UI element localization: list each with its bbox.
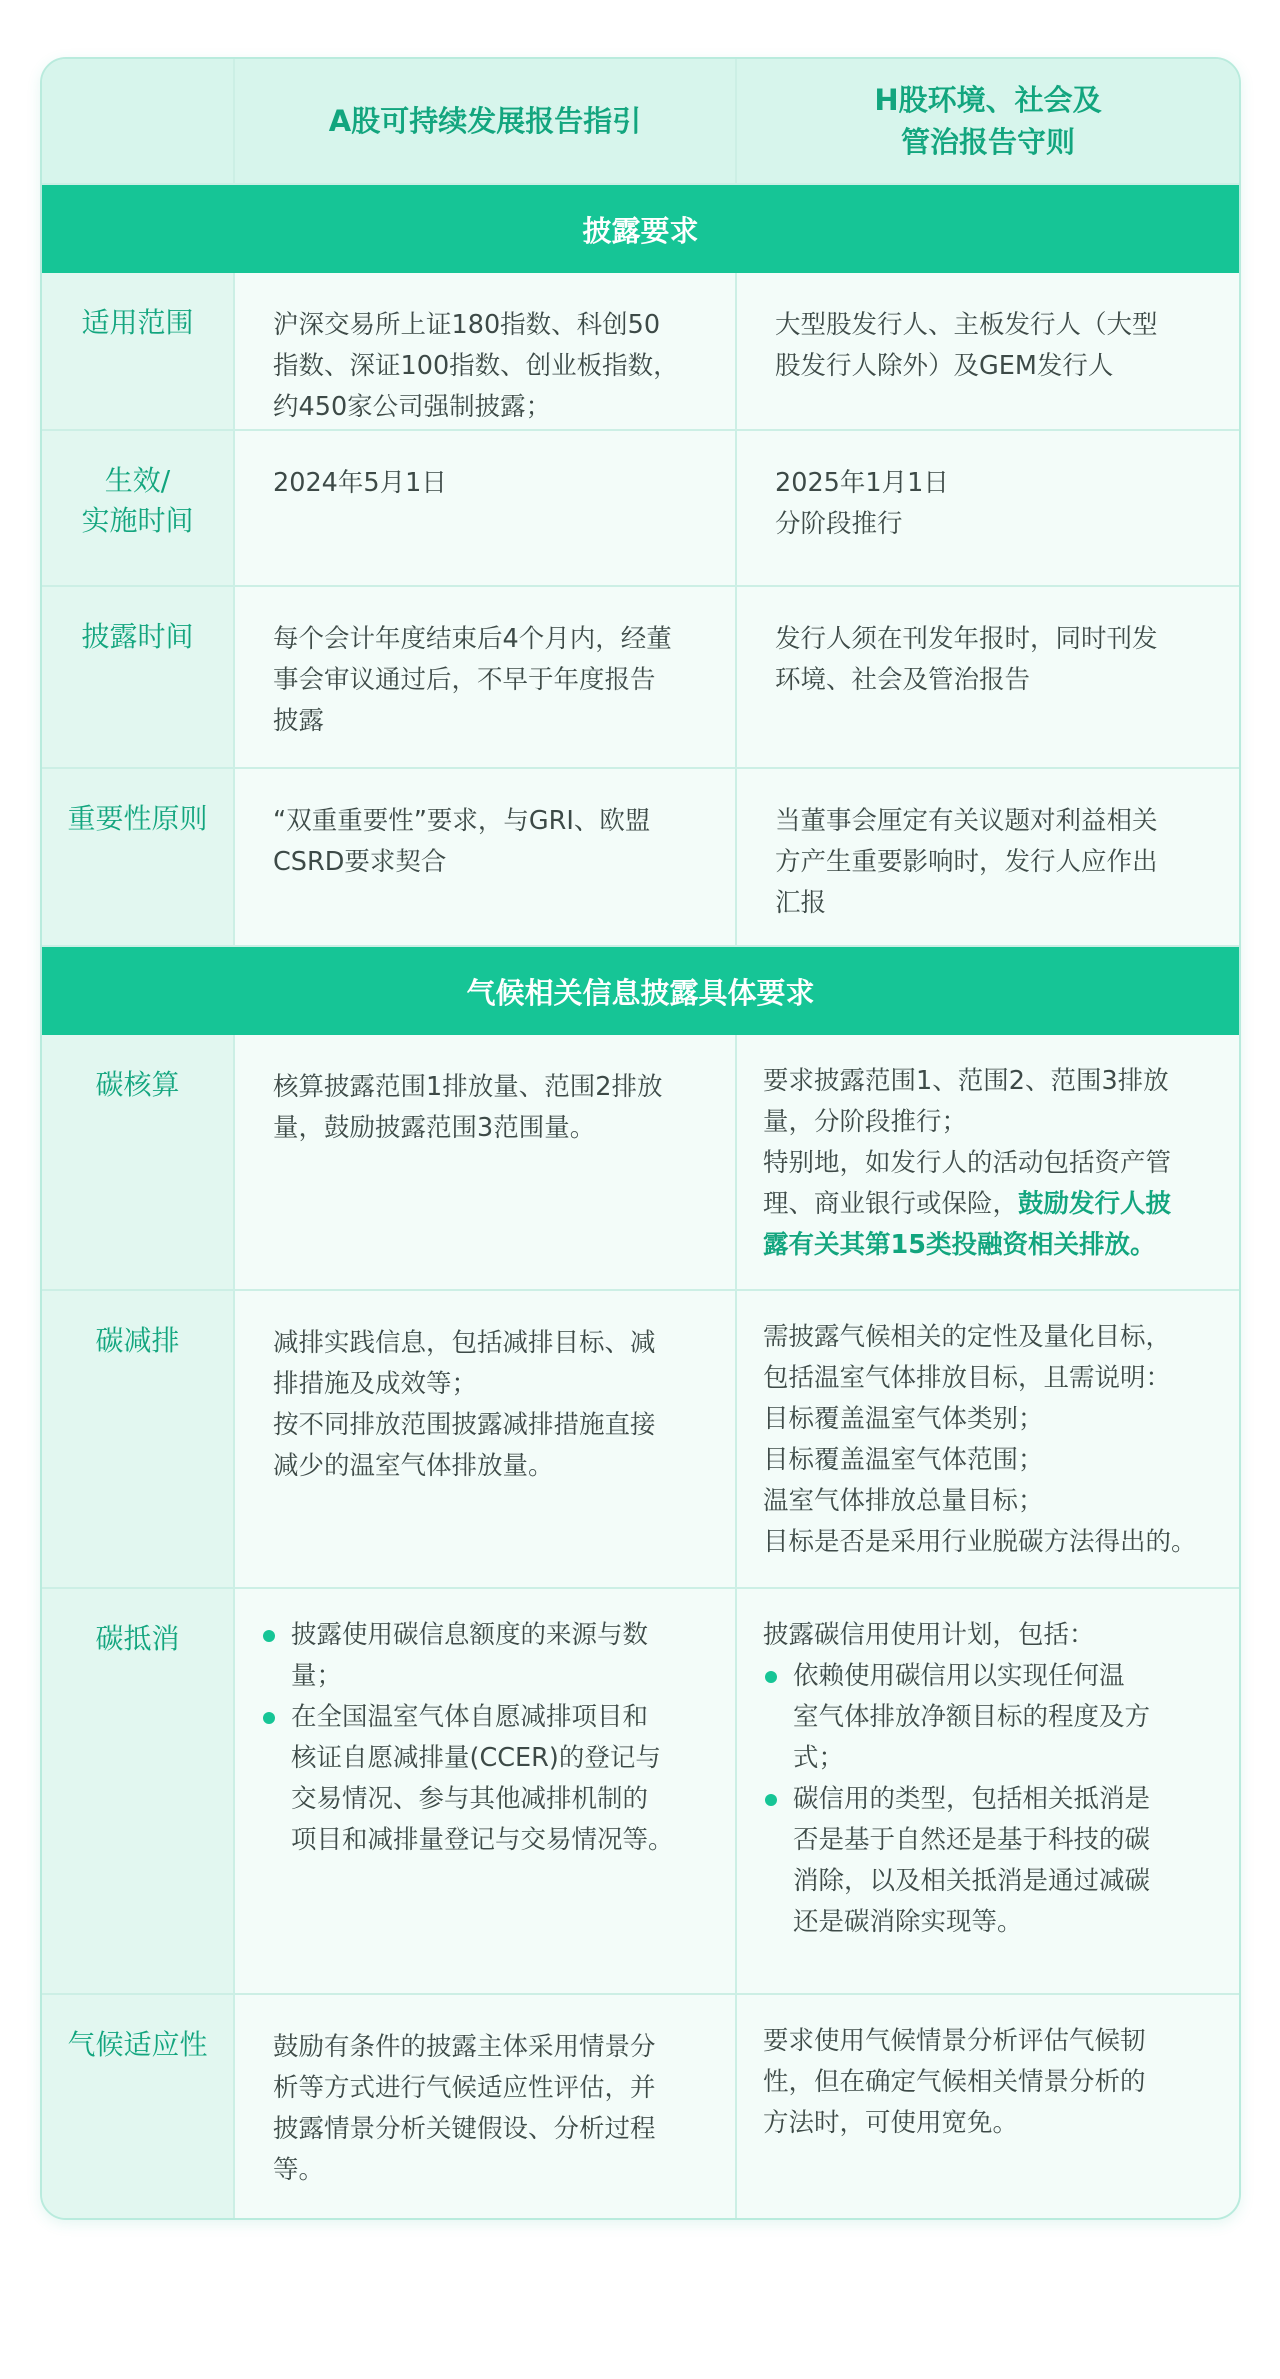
text-line: 减排实践信息，包括减排目标、减 bbox=[273, 1328, 656, 1358]
text-line: 鼓励有条件的披露主体采用情景分 bbox=[273, 2032, 656, 2062]
text-line: 按不同排放范围披露减排措施直接 bbox=[273, 1410, 656, 1440]
text-line: 量； bbox=[291, 1661, 343, 1691]
row-label-materiality: 重要性原则 bbox=[42, 769, 235, 945]
text-line: 2024年5月1日 bbox=[273, 468, 447, 498]
text-line: 依赖使用碳信用以实现任何温 bbox=[793, 1661, 1125, 1691]
row-label-carbon-accounting: 碳核算 bbox=[42, 1035, 235, 1289]
section-climate: 气候相关信息披露具体要求 bbox=[42, 947, 1239, 1035]
header-col-a bbox=[235, 59, 737, 183]
text-line: 核证自愿减排量(CCER)的登记与 bbox=[291, 1743, 661, 1773]
bullet-list bbox=[261, 1615, 727, 1861]
text-line: 需披露气候相关的定性及量化目标， bbox=[763, 1322, 1172, 1352]
carbon-accounting-h-cell bbox=[737, 1035, 1239, 1289]
row-label-carbon-reduction: 碳减排 bbox=[42, 1291, 235, 1587]
table-row-scope bbox=[42, 273, 1239, 431]
text-line: 汇报 bbox=[775, 888, 827, 918]
comparison-table bbox=[40, 57, 1241, 2220]
text-line: 项目和减排量登记与交易情况等。 bbox=[291, 1825, 674, 1855]
text-line: 方产生重要影响时，发行人应作出 bbox=[775, 847, 1158, 877]
text-line: 要求使用气候情景分析评估气候韧 bbox=[763, 2026, 1146, 2056]
text-line: 大型股发行人、主板发行人（大型 bbox=[775, 310, 1158, 340]
row-label-timing: 披露时间 bbox=[42, 587, 235, 767]
text-line: 等。 bbox=[273, 2155, 325, 2185]
text-line: 量，鼓励披露范围3范围量。 bbox=[273, 1113, 596, 1143]
text-line: 2025年1月1日 bbox=[775, 468, 949, 498]
text-line: 目标是否是采用行业脱碳方法得出的。 bbox=[763, 1527, 1197, 1557]
row-label-adaptation: 气候适应性 bbox=[42, 1995, 235, 2218]
carbon-accounting-a-cell bbox=[235, 1035, 737, 1289]
effective-h-cell bbox=[737, 431, 1239, 585]
text-line: 目标覆盖温室气体范围； bbox=[763, 1445, 1044, 1475]
text-line: 式； bbox=[793, 1743, 845, 1773]
text-line: 交易情况、参与其他减排机制的 bbox=[291, 1784, 649, 1814]
materiality-a-cell bbox=[235, 769, 737, 945]
header-empty-cell bbox=[42, 59, 235, 183]
table-row-carbon-reduction bbox=[42, 1291, 1239, 1589]
text-line: 还是碳消除实现等。 bbox=[793, 1907, 1023, 1937]
text-line: 核算披露范围1排放量、范围2排放 bbox=[273, 1072, 663, 1102]
table-row-adaptation bbox=[42, 1995, 1239, 2218]
table-header-row bbox=[42, 59, 1239, 185]
text-segment: 理、商业银行或保险， bbox=[763, 1189, 1019, 1219]
text-line: 特别地，如发行人的活动包括资产管 bbox=[763, 1148, 1172, 1178]
header-h-title bbox=[874, 79, 1101, 163]
table-row-carbon-offset bbox=[42, 1589, 1239, 1995]
list-item bbox=[261, 1697, 727, 1861]
label-line: 生效/ bbox=[104, 464, 171, 497]
header-h-line1: H股环境、社会及 bbox=[874, 83, 1102, 117]
text-line: 碳信用的类型，包括相关抵消是 bbox=[793, 1784, 1151, 1814]
text-line: 方法时，可使用宽免。 bbox=[763, 2108, 1019, 2138]
text-line: 披露情景分析关键假设、分析过程 bbox=[273, 2114, 656, 2144]
row-label-scope: 适用范围 bbox=[42, 273, 235, 429]
highlight-text: 鼓励发行人披 bbox=[1018, 1189, 1172, 1219]
text-line: 否是基于自然还是基于科技的碳 bbox=[793, 1825, 1151, 1855]
carbon-offset-h-cell bbox=[737, 1589, 1239, 1993]
text-line: 当董事会厘定有关议题对利益相关 bbox=[775, 806, 1158, 836]
row-label-carbon-offset: 碳抵消 bbox=[42, 1589, 235, 1993]
effective-a-cell bbox=[235, 431, 737, 585]
scope-h-cell bbox=[737, 273, 1239, 429]
timing-h-cell bbox=[737, 587, 1239, 767]
text-line: 事会审议通过后，不早于年度报告 bbox=[273, 665, 656, 695]
adaptation-h-cell bbox=[737, 1995, 1239, 2218]
carbon-offset-a-cell bbox=[235, 1589, 737, 1993]
text-line: 沪深交易所上证180指数、科创50 bbox=[273, 310, 661, 340]
table-row-carbon-accounting bbox=[42, 1035, 1239, 1291]
highlight-text: 露有关其第15类投融资相关排放。 bbox=[763, 1230, 1156, 1260]
text-line: 披露使用碳信息额度的来源与数 bbox=[291, 1620, 649, 1650]
text-line bbox=[763, 1184, 1231, 1225]
text-line: 包括温室气体排放目标，且需说明： bbox=[763, 1363, 1172, 1393]
text-line: 分阶段推行 bbox=[775, 509, 903, 539]
table-row-materiality bbox=[42, 769, 1239, 947]
carbon-reduction-a-cell bbox=[235, 1291, 737, 1587]
bullet-list bbox=[763, 1656, 1231, 1943]
list-item bbox=[763, 1656, 1231, 1779]
carbon-reduction-h-cell bbox=[737, 1291, 1239, 1587]
list-item bbox=[763, 1779, 1231, 1943]
section-disclosure: 披露要求 bbox=[42, 185, 1239, 273]
text-line: 目标覆盖温室气体类别； bbox=[763, 1404, 1044, 1434]
text-line: CSRD要求契合 bbox=[273, 847, 447, 877]
table-row-timing bbox=[42, 587, 1239, 769]
text-line: 指数、深证100指数、创业板指数， bbox=[273, 351, 679, 381]
text-line: 要求披露范围1、范围2、范围3排放 bbox=[763, 1066, 1169, 1096]
text-line: 发行人须在刊发年报时，同时刊发 bbox=[775, 624, 1158, 654]
text-line: 析等方式进行气候适应性评估，并 bbox=[273, 2073, 656, 2103]
text-line: 环境、社会及管治报告 bbox=[775, 665, 1031, 695]
timing-a-cell bbox=[235, 587, 737, 767]
label-line: 实施时间 bbox=[81, 504, 194, 537]
text-line: 约450家公司强制披露； bbox=[273, 392, 552, 422]
header-a-title: A股可持续发展报告指引 bbox=[328, 104, 642, 138]
text-line: 性，但在确定气候相关情景分析的 bbox=[763, 2067, 1146, 2097]
text-line: 量，分阶段推行； bbox=[763, 1107, 968, 1137]
materiality-h-cell bbox=[737, 769, 1239, 945]
text-line: 披露 bbox=[273, 706, 325, 736]
text-line: 室气体排放净额目标的程度及方 bbox=[793, 1702, 1151, 1732]
text-line: 每个会计年度结束后4个月内，经董 bbox=[273, 624, 672, 654]
header-col-h bbox=[737, 59, 1239, 183]
text-line: “双重重要性”要求，与GRI、欧盟 bbox=[273, 806, 651, 836]
adaptation-a-cell bbox=[235, 1995, 737, 2218]
row-label-effective bbox=[42, 431, 235, 585]
table-row-effective bbox=[42, 431, 1239, 587]
text-line: 在全国温室气体自愿减排项目和 bbox=[291, 1702, 649, 1732]
text-line: 温室气体排放总量目标； bbox=[763, 1486, 1044, 1516]
text-line: 披露碳信用使用计划，包括： bbox=[763, 1620, 1095, 1650]
scope-a-cell bbox=[235, 273, 737, 429]
text-line: 排措施及成效等； bbox=[273, 1369, 478, 1399]
text-line: 消除，以及相关抵消是通过减碳 bbox=[793, 1866, 1151, 1896]
text-line: 股发行人除外）及GEM发行人 bbox=[775, 351, 1114, 381]
list-item bbox=[261, 1615, 727, 1697]
header-h-line2: 管治报告守则 bbox=[900, 125, 1075, 159]
text-line: 减少的温室气体排放量。 bbox=[273, 1451, 554, 1481]
